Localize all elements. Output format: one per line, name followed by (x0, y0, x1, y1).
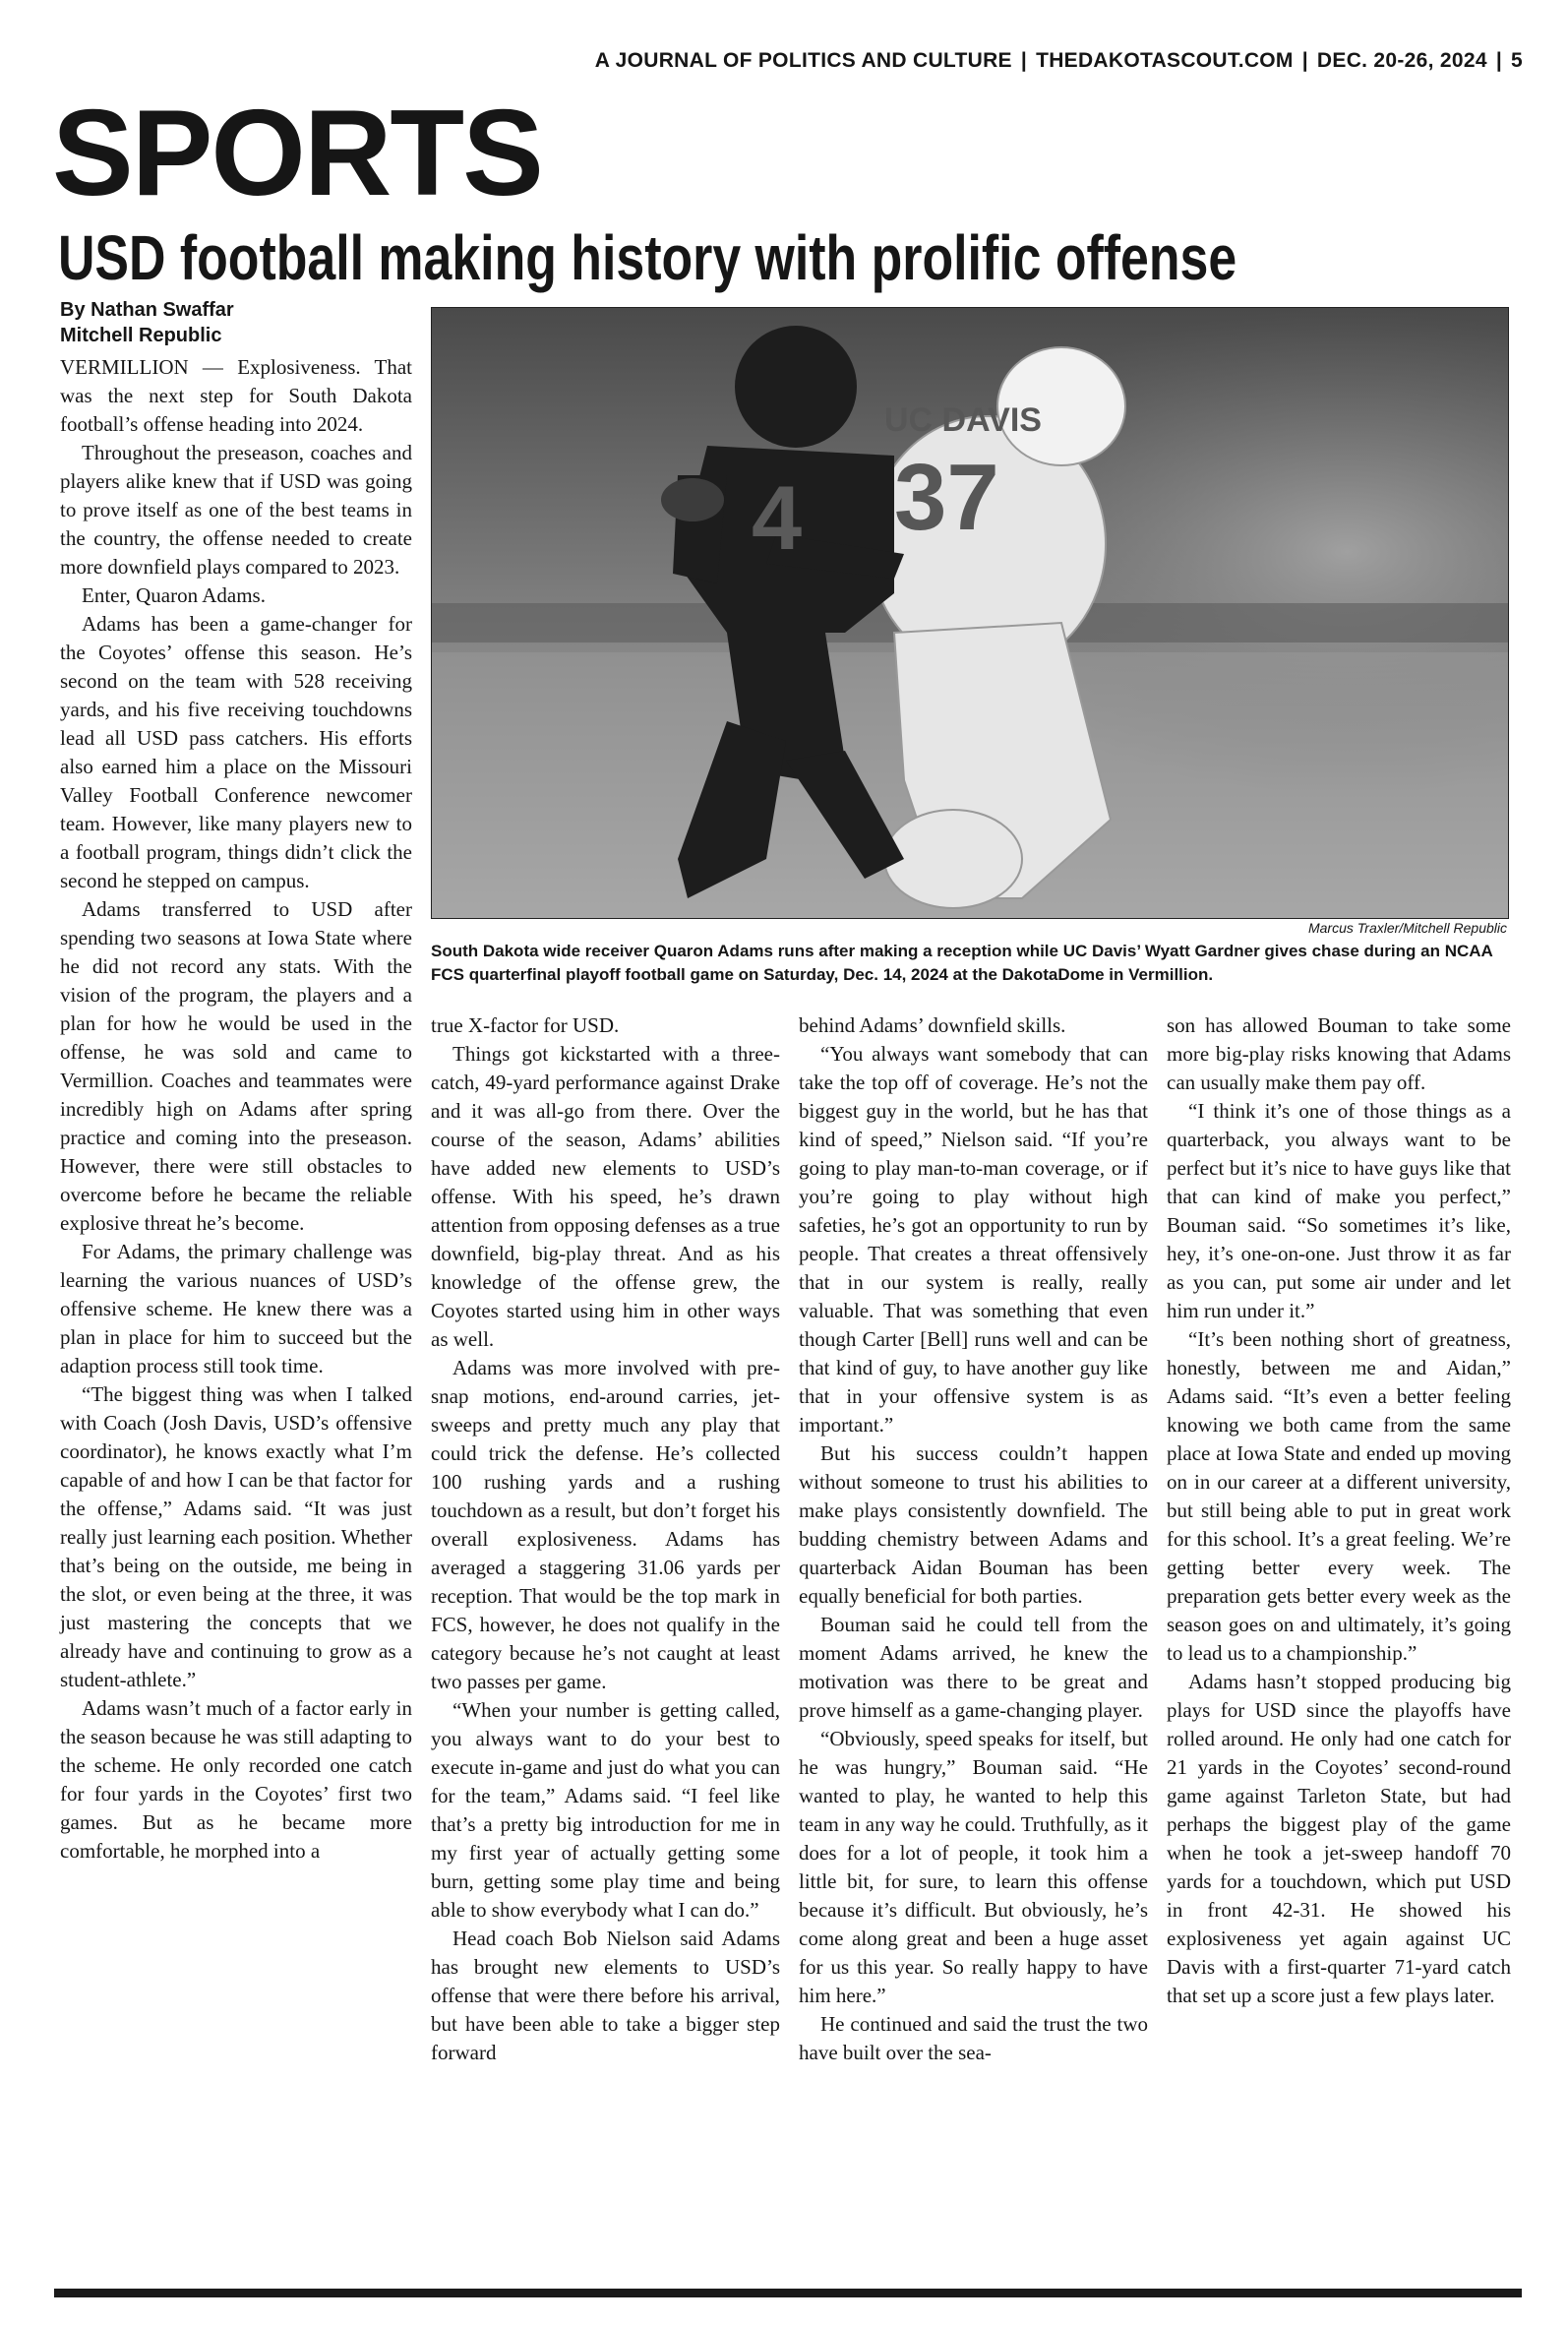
masthead-separator: | (1301, 49, 1308, 72)
article-column-3 (799, 1011, 1148, 2067)
paragraph: Adams transferred to USD after spending two seasons at Iowa State where he did not record any stats. With the vision of the program, the players and a plan for how he would be used in the offense, he was sold and came to Vermillion. Coaches and teammates were incredibly high on Adams after spring practice and coming into the preseason. However, there were still obstacles to overcome before he became the reliable explosive threat he’s become. (60, 897, 412, 1235)
paragraph: behind Adams’ downfield skills. (799, 1013, 1066, 1037)
page-number: 5 (1511, 49, 1523, 72)
paragraph: Adams hasn’t stopped producing big plays for USD since the playoffs have rolled around. He only had one catch for 21 yards in the Coyotes’ second-round game against Tarleton State, but had perhaps the biggest play of the game when he took a jet-sweep handoff 70 yards for a touchdown, which put USD in front 42-31. He showed his explosiveness yet again against UC Davis with a first-quarter 71-yard catch that set up a score just a few plays later. (1167, 1670, 1511, 2007)
paragraph: For Adams, the primary challenge was learning the various nuances of USD’s offensive scheme. He knew there was a plan in place for him to succeed but the adaption process still took time. (60, 1240, 412, 1377)
paragraph: true X-factor for USD. (431, 1013, 620, 1037)
paragraph: Throughout the preseason, coaches and players alike knew that if USD was going to prove itself as one of the best teams in the country, the offense needed to create more downfield plays compared to 2023. (60, 441, 412, 579)
paragraph: “I think it’s one of those things as a quarterback, you always want to be perfect but it’s nice to have guys like that that can kind of make you perfect,” Bouman said. “So sometimes it’s like, hey, it’s one-on-one. Just throw it as far as you can, put some air under and let him run under it.” (1167, 1099, 1511, 1322)
paragraph: VERMILLION — Explosiveness. That was the next step for South Dakota football’s offense heading into 2024. (60, 355, 412, 436)
football-photo-illustration (432, 308, 1508, 918)
masthead-tagline: A JOURNAL OF POLITICS AND CULTURE (594, 49, 1012, 72)
paragraph: Enter, Quaron Adams. (82, 583, 266, 607)
bottom-rule (54, 2289, 1522, 2297)
paragraph: “When your number is getting called, you always want to do your best to execute in-game and just do what you can for the team,” Adams said. “I feel like that’s a pretty big introduction for me in my first year of actually getting some burn, getting some play time and being able to show everybody what I can do.” (431, 1698, 780, 1922)
paragraph: Adams was more involved with pre-snap motions, end-around carries, jet-sweeps and pretty much any play that could trick the defense. He’s collected 100 rushing yards and a rushing touchdown as a result, but don’t forget his overall explosiveness. Adams has averaged a staggering 31.06 yards per reception. That would be the top mark in FCS, however, he does not qualify in the category because he’s not caught at least two passes per game. (431, 1356, 780, 1693)
paragraph: He continued and said the trust the two have built over the sea- (799, 2012, 1148, 2064)
paragraph: Things got kickstarted with a three-catch, 49-yard performance against Drake and it was all-go from there. Over the course of the season, Adams’ abilities have added new elements to USD’s offense. With his speed, he’s drawn attention from opposing defenses as a true downfield, big-play threat. And as his knowledge of the offense grew, the Coyotes started using him in other ways as well. (431, 1042, 780, 1351)
byline-outlet: Mitchell Republic (60, 325, 222, 346)
paragraph: “The biggest thing was when I talked with Coach (Josh Davis, USD’s offensive coordinator), he knows exactly what I’m capable of and how I can be that factor for the offense,” Adams said. “It was just really just learning each position. Whether that’s being on the outside, me being in the slot, or even being at the three, it was just mastering the concepts that we already have and continuing to grow as a student-athlete.” (60, 1382, 412, 1691)
paragraph: son has allowed Bouman to take some more big-play risks knowing that Adams can usually make them pay off. (1167, 1013, 1511, 1094)
masthead-site[interactable]: THEDAKOTASCOUT.COM (1036, 49, 1294, 72)
article-photo (431, 307, 1509, 919)
byline-author: By Nathan Swaffar (60, 299, 234, 321)
masthead-date: DEC. 20-26, 2024 (1316, 49, 1487, 72)
paragraph: Bouman said he could tell from the moment Adams arrived, he knew the motivation was there to be great and prove himself as a game-changing player. (799, 1613, 1148, 1722)
paragraph: Adams wasn’t much of a factor early in the season because he was still adapting to the scheme. He only recorded one catch for four yards in the Coyotes’ first two games. But as he became more comfortable, he morphed into a (60, 1696, 412, 1863)
article-headline: USD football making history with prolific offense (58, 222, 1237, 293)
paragraph: “You always want somebody that can take the top off of coverage. He’s not the biggest guy in the world, but he has that kind of speed,” Nielson said. “If you’re going to play man-to-man coverage, or if you’re going to play without high safeties, he’s got an opportunity to run by people. That creates a threat offensively that in our system is really, really valuable. That was something that even though Carter [Bell] runs well and can be that kind of guy, to have another guy like that in your offensive system is as important.” (799, 1042, 1148, 1437)
section-title: SPORTS (52, 86, 542, 221)
svg-text:UC DAVIS: UC DAVIS (884, 401, 1042, 439)
paragraph: Adams has been a game-changer for the Coyotes’ offense this season. He’s second on the team with 528 receiving yards, and his five receiving touchdowns lead all USD pass catchers. His efforts also earned him a place on the Missouri Valley Football Conference newcomer team. However, like many players new to a football program, things didn’t click the second he stepped on campus. (60, 612, 412, 892)
masthead (595, 49, 1523, 73)
paragraph: “Obviously, speed speaks for itself, but he was hungry,” Bouman said. “He wanted to play, he wanted to help this team in any way he could. Truthfully, as it does for a lot of people, it took him a little bit, for sure, to learn this offense because it’s difficult. But obviously, he’s come along great and been a huge asset for us this year. So really happy to have him here.” (799, 1727, 1148, 2007)
article-column-2 (431, 1011, 780, 2067)
photo-caption: South Dakota wide receiver Quaron Adams runs after making a reception while UC Davis’ Wyatt Gardner gives chase during an NCAA FCS quarterfinal playoff football game on Saturday, Dec. 14, 2024 at the DakotaDome in Vermillion. (431, 942, 1493, 984)
paragraph: “It’s been nothing short of greatness, honestly, between me and Aidan,” Adams said. “It’s even a better feeling knowing we both came from the same place at Iowa State and ended up moving on in our career at a different university, but still being able to put in great work for this school. It’s a great feeling. We’re getting better every week. The preparation gets better every week as the season goes on and ultimately, it’s going to lead us to a championship.” (1167, 1327, 1511, 1665)
article-column-4 (1167, 1011, 1511, 2010)
svg-text:37: 37 (894, 445, 999, 550)
byline (60, 297, 424, 348)
paragraph: Head coach Bob Nielson said Adams has brought new elements to USD’s offense that were there before his arrival, but have been able to take a bigger step forward (431, 1927, 780, 2064)
home-player-number: 4 (752, 468, 803, 569)
article-column-1 (60, 353, 412, 1866)
photo-credit: Marcus Traxler/Mitchell Republic (1307, 920, 1507, 936)
masthead-separator: | (1020, 49, 1028, 72)
masthead-separator: | (1495, 49, 1503, 72)
paragraph: But his success couldn’t happen without someone to trust his abilities to make plays consistently downfield. The budding chemistry between Adams and quarterback Aidan Bouman has been equally beneficial for both parties. (799, 1441, 1148, 1608)
